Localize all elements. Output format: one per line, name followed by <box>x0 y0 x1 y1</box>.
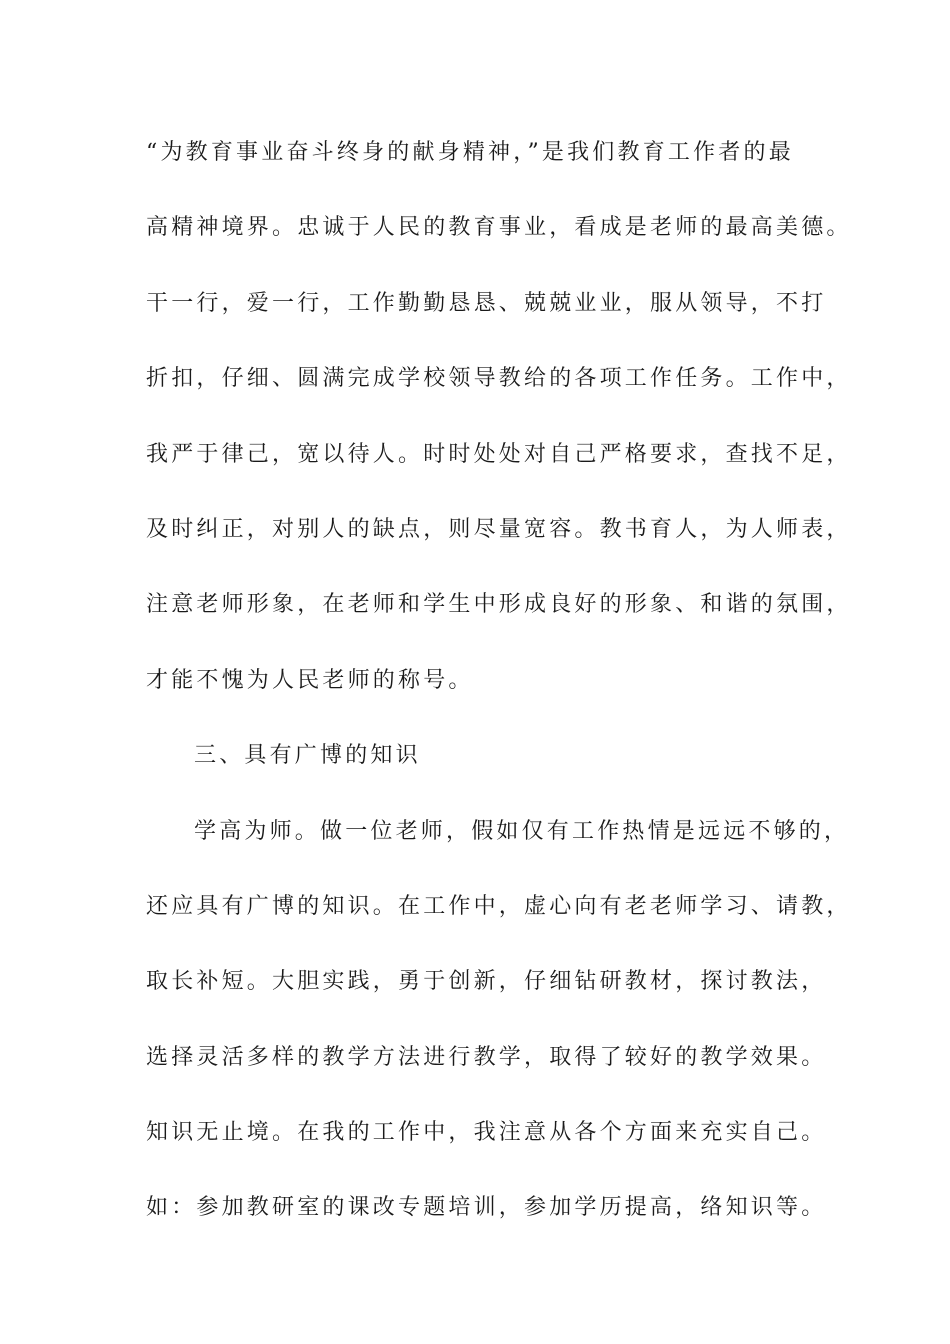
paragraph-line: 知识无止境。在我的工作中，我注意从各个方面来充实自己。 <box>146 1120 827 1146</box>
paragraph-line: 才能不愧为人民老师的称号。 <box>146 667 474 693</box>
paragraph-line: 干一行，爱一行，工作勤勤恳恳、兢兢业业，服从领导，不打 <box>146 290 827 316</box>
paragraph-line: 还应具有广博的知识。在工作中，虚心向有老老师学习、请教， <box>146 893 852 919</box>
paragraph-line: 折扣，仔细、圆满完成学校领导教给的各项工作任务。工作中， <box>146 366 852 392</box>
paragraph-line: 如：参加教研室的课改专题培训，参加学历提高，络知识等。 <box>146 1195 827 1221</box>
document-body <box>146 132 852 1263</box>
paragraph-line: 选择灵活多样的教学方法进行教学，取得了较好的教学效果。 <box>146 1044 827 1070</box>
paragraph-line: 高精神境界。忠诚于人民的教育事业，看成是老师的最高美德。 <box>146 215 852 241</box>
paragraph-line: 及时纠正，对别人的缺点，则尽量宽容。教书育人，为人师表， <box>146 516 852 542</box>
paragraph-line: 取长补短。大胆实践，勇于创新，仔细钻研教材，探讨教法， <box>146 969 827 995</box>
section-heading: 三、具有广博的知识 <box>194 743 421 769</box>
paragraph-line: 注意老师形象，在老师和学生中形成良好的形象、和谐的氛围， <box>146 592 852 618</box>
paragraph-line: 学高为师。做一位老师，假如仅有工作热情是远远不够的， <box>194 818 850 844</box>
paragraph-line: “为教育事业奋斗终身的献身精神，”是我们教育工作者的最 <box>146 140 794 165</box>
paragraph-line: 我严于律己，宽以待人。时时处处对自己严格要求，查找不足， <box>146 441 852 467</box>
